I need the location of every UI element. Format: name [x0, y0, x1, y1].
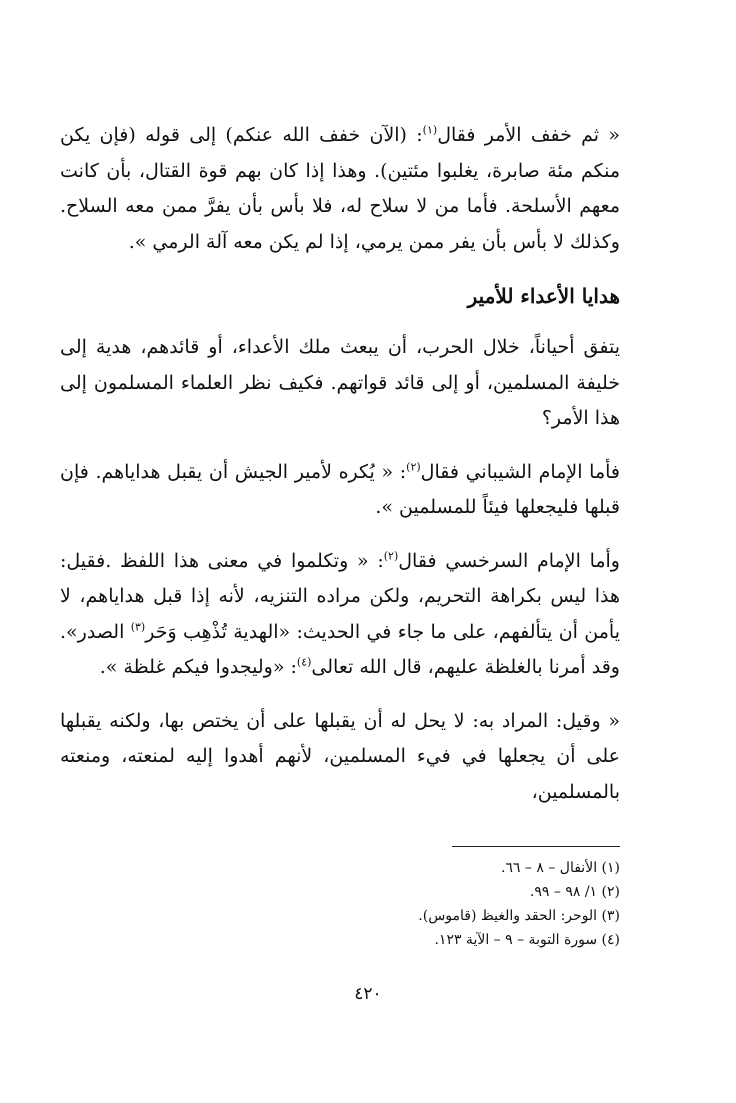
footnote-2: (٢) ١/ ٩٨ – ٩٩. — [529, 884, 620, 900]
paragraph-text: « ثم خفف الأمر فقال — [437, 124, 620, 146]
footnote-ref-4: (٤) — [296, 655, 312, 669]
page-body — [60, 118, 620, 828]
footnote-ref-3: (٣) — [130, 620, 146, 634]
footnote-4: (٤) سورة التوبة – ٩ – الآية ١٢٣. — [434, 932, 620, 948]
paragraph-alternative-view: « وقيل: المراد به: لا يحل له أن يقبلها على أن يختص بها، ولكنه يقبلها على أن يجعلها في فيء المسلمين، لأنهم أهدوا إليه لمنعته، ومنعته بالمسلمين، — [60, 709, 620, 803]
paragraph-text: وأما الإمام السرخسي فقال — [398, 549, 620, 572]
paragraph-text: فأما الإمام الشيباني فقال — [420, 460, 620, 483]
footnote-1: (١) الأنفال – ٨ – ٦٦. — [500, 860, 620, 876]
footnote-ref-2b: (٢) — [383, 549, 399, 563]
footnote-ref-1: (١) — [422, 123, 438, 137]
paragraph-shaybani — [60, 455, 620, 526]
page-number: ٤٢٠ — [354, 984, 382, 1004]
footnote-divider — [452, 846, 620, 847]
paragraph-intro-gifts: يتفق أحياناً، خلال الحرب، أن يبعث ملك الأعداء، أو قائدهم، هدية إلى خليفة المسلمين، أو إلى قائد قواتهم. فكيف نظر العلماء المسلمون إلى هذا الأمر؟ — [60, 336, 620, 429]
paragraph-retreat-ruling — [60, 118, 620, 260]
paragraph-sarakhsi — [60, 544, 620, 686]
footnotes — [320, 856, 620, 952]
paragraph-text: : « يُكره لأمير الجيش أن يقبل هداياهم. فإن قبلها فليجعلها فيئاً للمسلمين ». — [60, 460, 620, 518]
paragraph-text: : (الآن خفف الله عنكم) إلى قوله (فإن يكن منكم مئة صابرة، يغلبوا مئتين). وهذا إذا كان بهم قوة القتال، بأن كانت معهم الأسلحة. فأما من لا سلاح له، فلا بأس بأن يفرَّ ممن معه السلاح. وكذلك لا بأس بأن يفر ممن يرمي، إذا لم يكن معه آلة الرمي ». — [60, 124, 620, 253]
footnote-ref-2: (٢) — [406, 460, 421, 474]
paragraph-text: : « وتكلموا في معنى هذا اللفظ .فقيل: هذا ليس بكراهة التحريم، ولكن مراده التنزيه، لأنه إذا قبل هداياهم، لا يأمن أن يتألفهم، على ما جاء في الحديث: «الهدية تُذْهِب وَحَر — [60, 549, 620, 643]
paragraph-text: الصدر». وقد أمرنا بالغلظة عليهم، قال الله تعالى — [60, 620, 620, 678]
footnote-3: (٣) الوحر: الحقد والغيظ (قاموس). — [418, 908, 620, 924]
section-heading: هدايا الأعداء للأمير — [467, 284, 620, 308]
paragraph-text: : «وليجدوا فيكم غلظة ». — [99, 656, 297, 678]
